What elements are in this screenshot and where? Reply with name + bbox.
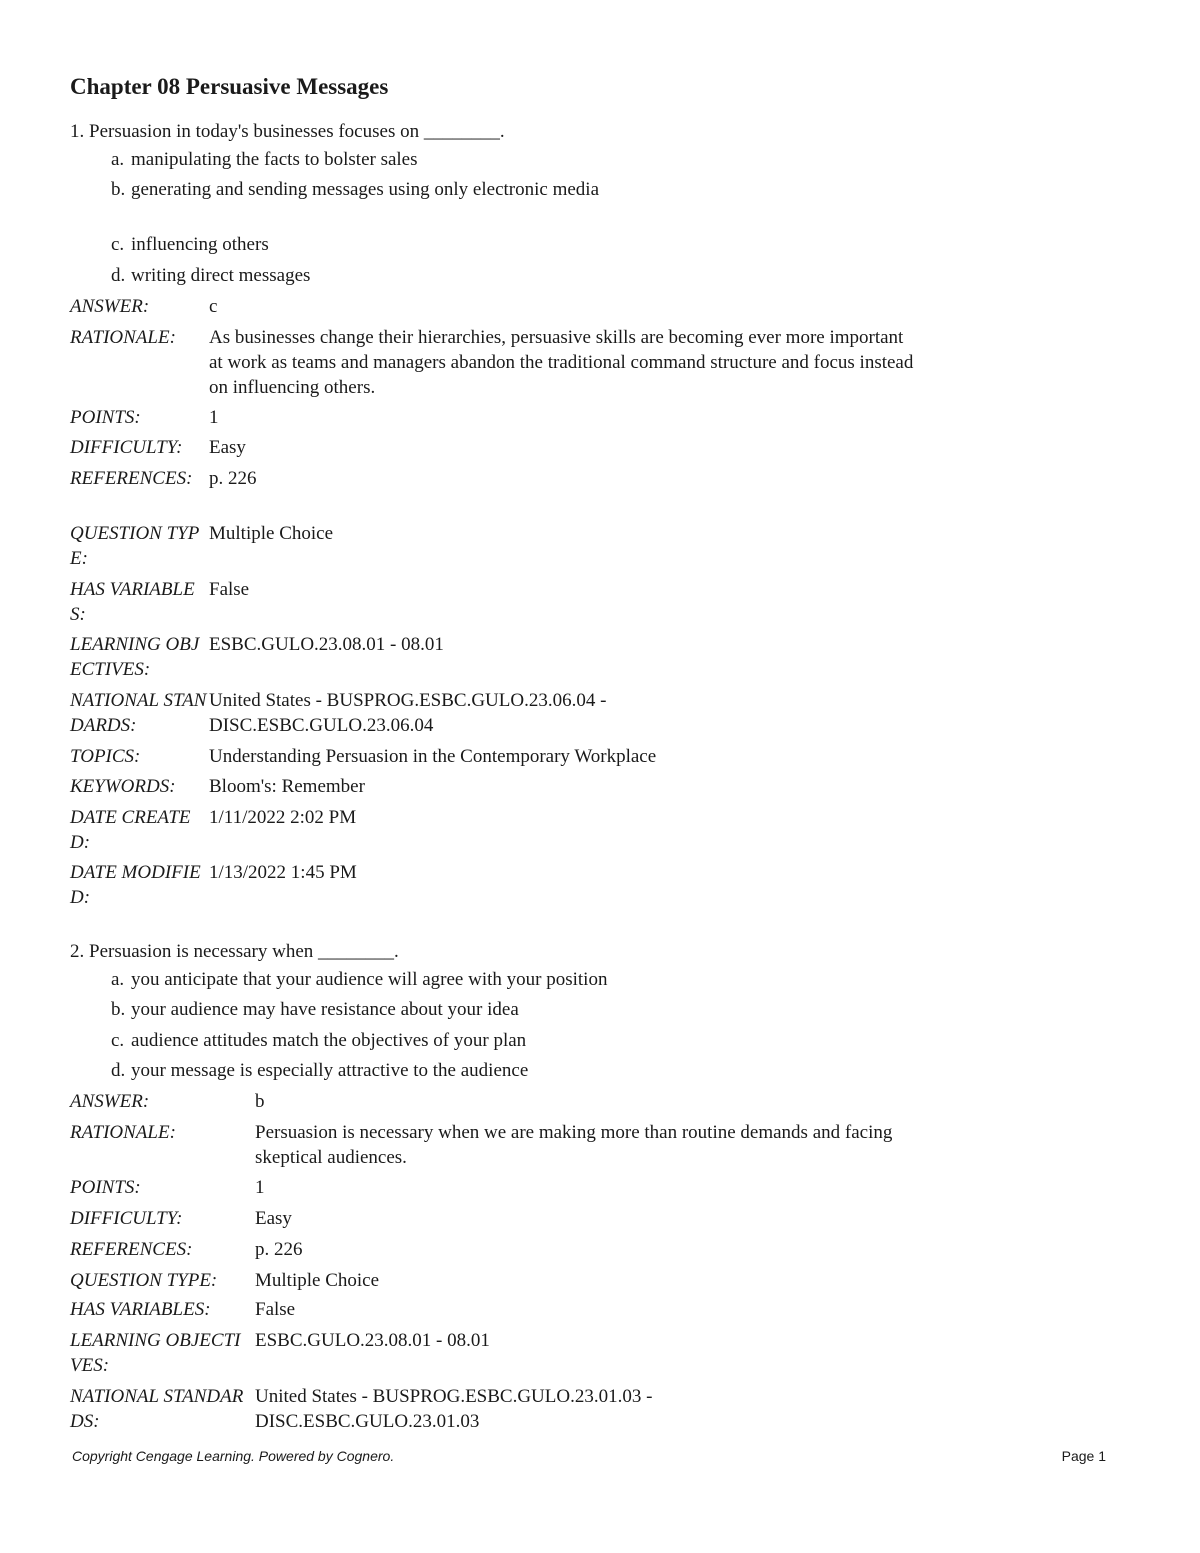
option-text: manipulating the facts to bolster sales (131, 149, 418, 170)
option-a (111, 147, 418, 172)
question-type-label: QUESTION TYPE: (70, 523, 200, 569)
topics-value: Understanding Persuasion in the Contemporary Workplace (209, 746, 657, 767)
difficulty-label: DIFFICULTY: (70, 437, 183, 458)
difficulty-label: DIFFICULTY: (70, 1208, 183, 1229)
option-b (111, 997, 519, 1022)
option-a (111, 967, 607, 992)
option-letter: d. (111, 265, 126, 286)
has-variables-value: False (255, 1299, 296, 1320)
date-created-value: 1/11/2022 2:02 PM (209, 807, 357, 828)
rationale-value: Persuasion is necessary when we are making more than routine demands and facing skeptical audiences. (255, 1122, 893, 1168)
option-d (111, 1058, 528, 1083)
has-variables-label: HAS VARIABLES: (70, 1299, 211, 1320)
option-letter: c. (111, 234, 125, 255)
question-stem: 2. Persuasion is necessary when ________. (70, 941, 399, 962)
national-standards-label: NATIONAL STANDARDS: (70, 690, 207, 736)
has-variables-label: HAS VARIABLES: (70, 579, 195, 625)
option-letter: a. (111, 149, 125, 170)
learning-objectives-label: LEARNING OBJECTIVES: (70, 634, 200, 680)
page-number: Page 1 (1061, 1448, 1106, 1464)
option-text: generating and sending messages using only electronic media (131, 179, 600, 200)
answer-value: c (209, 296, 218, 317)
national-standards-label: NATIONAL STANDARDS: (70, 1386, 244, 1432)
national-standards-value: United States - BUSPROG.ESBC.GULO.23.06.04 - DISC.ESBC.GULO.23.06.04 (209, 690, 607, 736)
question-type-value: Multiple Choice (209, 523, 334, 544)
references-label: REFERENCES: (70, 468, 193, 489)
rationale-label: RATIONALE: (70, 327, 176, 348)
points-value: 1 (255, 1177, 265, 1198)
references-value: p. 226 (209, 468, 257, 489)
date-modified-label: DATE MODIFIED: (70, 862, 201, 908)
learning-objectives-label: LEARNING OBJECTIVES: (70, 1330, 241, 1376)
points-value: 1 (209, 407, 219, 428)
option-letter: c. (111, 1030, 125, 1051)
question-type-value: Multiple Choice (255, 1270, 380, 1291)
points-label: POINTS: (70, 1177, 141, 1198)
topics-label: TOPICS: (70, 746, 141, 767)
option-text: influencing others (131, 234, 269, 255)
rationale-value: As businesses change their hierarchies, persuasive skills are becoming ever more important at work as teams and managers abandon the traditional command structure and focus instead on influencing others. (209, 327, 914, 398)
option-text: you anticipate that your audience will agree with your position (131, 969, 608, 990)
footer-copyright: Copyright Cengage Learning. Powered by Cognero. (72, 1448, 395, 1464)
answer-label: ANSWER: (70, 1091, 150, 1112)
option-letter: b. (111, 999, 126, 1020)
learning-objectives-value: ESBC.GULO.23.08.01 - 08.01 (209, 634, 444, 655)
rationale-label: RATIONALE: (70, 1122, 176, 1143)
option-letter: a. (111, 969, 125, 990)
option-d (111, 263, 310, 288)
has-variables-value: False (209, 579, 250, 600)
option-c (111, 232, 269, 257)
option-text: writing direct messages (131, 265, 311, 286)
answer-value: b (255, 1091, 265, 1112)
date-modified-value: 1/13/2022 1:45 PM (209, 862, 357, 883)
difficulty-value: Easy (255, 1208, 292, 1229)
references-value: p. 226 (255, 1239, 303, 1260)
option-text: your audience may have resistance about your idea (131, 999, 519, 1020)
option-letter: d. (111, 1060, 126, 1081)
page-title: Chapter 08 Persuasive Messages (70, 74, 389, 99)
references-label: REFERENCES: (70, 1239, 193, 1260)
keywords-label: KEYWORDS: (70, 776, 176, 797)
option-text: your message is especially attractive to the audience (131, 1060, 529, 1081)
points-label: POINTS: (70, 407, 141, 428)
answer-label: ANSWER: (70, 296, 150, 317)
question-stem: 1. Persuasion in today's businesses focuses on ________. (70, 121, 505, 142)
difficulty-value: Easy (209, 437, 246, 458)
question-type-label: QUESTION TYPE: (70, 1270, 218, 1291)
learning-objectives-value: ESBC.GULO.23.08.01 - 08.01 (255, 1330, 490, 1351)
option-text: audience attitudes match the objectives of your plan (131, 1030, 527, 1051)
keywords-value: Bloom's: Remember (209, 776, 365, 797)
option-c (111, 1028, 526, 1053)
national-standards-value: United States - BUSPROG.ESBC.GULO.23.01.03 - DISC.ESBC.GULO.23.01.03 (255, 1386, 653, 1432)
option-b (111, 177, 611, 202)
date-created-label: DATE CREATED: (70, 807, 191, 853)
option-letter: b. (111, 179, 126, 200)
